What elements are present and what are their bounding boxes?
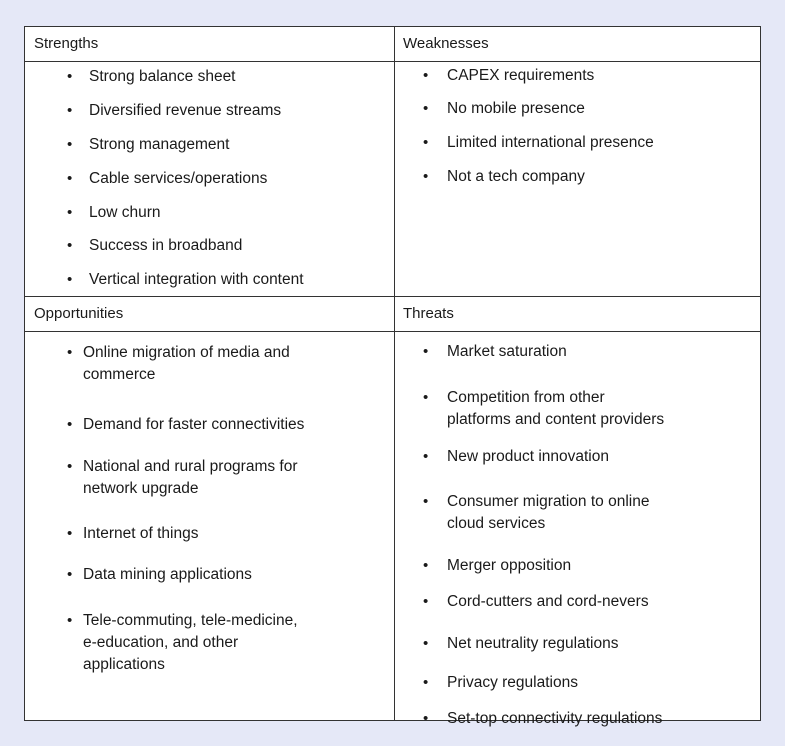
- weaknesses-heading: Weaknesses: [403, 35, 489, 52]
- threats-item-text: Merger opposition: [447, 557, 572, 574]
- bullet-icon: •: [423, 343, 429, 360]
- bullet-icon: •: [67, 344, 73, 361]
- strengths-list: [67, 66, 387, 291]
- opportunities-item: [67, 564, 387, 586]
- weaknesses-item: [423, 132, 753, 154]
- strengths-item-text: Strong management: [89, 136, 230, 153]
- threats-item: [423, 446, 753, 468]
- threats-item: [423, 491, 753, 535]
- weaknesses-item: [423, 98, 753, 120]
- threats-item-text: Net neutrality regulations: [447, 635, 619, 652]
- threats-item-text: Consumer migration to online cloud services: [447, 493, 650, 532]
- bullet-icon: •: [67, 612, 73, 629]
- bullet-icon: •: [423, 448, 429, 465]
- opportunities-item-text: Data mining applications: [83, 566, 252, 583]
- weaknesses-item: [423, 65, 753, 87]
- strengths-item-text: Low churn: [89, 204, 161, 221]
- strengths-item: [67, 235, 387, 257]
- opportunities-item: [67, 610, 387, 676]
- threats-list: [423, 341, 753, 727]
- strengths-item: [67, 66, 387, 88]
- column-divider: [394, 27, 395, 720]
- weaknesses-item: [423, 166, 753, 188]
- threats-item: [423, 387, 753, 431]
- threats-item-text: Market saturation: [447, 343, 567, 360]
- bullet-icon: •: [423, 710, 429, 727]
- strengths-item: [67, 202, 387, 224]
- strengths-item: [67, 269, 387, 291]
- strengths-item: [67, 168, 387, 190]
- strengths-item-text: Cable services/operations: [89, 170, 268, 187]
- bullet-icon: •: [423, 557, 429, 574]
- bullet-icon: •: [67, 237, 73, 254]
- swot-table: [24, 26, 761, 727]
- bullet-icon: •: [67, 102, 73, 119]
- opportunities-item: [67, 342, 387, 386]
- threats-item-text: Competition from other platforms and content providers: [447, 389, 665, 428]
- threats-item-text: Cord-cutters and cord-nevers: [447, 593, 649, 610]
- bullet-icon: •: [67, 204, 73, 221]
- threats-item: [423, 341, 753, 363]
- threats-item-text: Privacy regulations: [447, 674, 578, 691]
- bullet-icon: •: [423, 493, 429, 510]
- opportunities-list: [67, 342, 387, 712]
- threats-item-text: Set-top connectivity regulations: [447, 710, 663, 727]
- opportunities-item: [67, 414, 387, 436]
- row-divider-strengths-header: [25, 61, 760, 62]
- weaknesses-item-text: Limited international presence: [447, 134, 654, 151]
- threats-item: [423, 555, 753, 577]
- strengths-item-text: Strong balance sheet: [89, 68, 236, 85]
- bullet-icon: •: [67, 458, 73, 475]
- bullet-icon: •: [423, 674, 429, 691]
- opportunities-item-text: Demand for faster connectivities: [83, 416, 305, 433]
- bullet-icon: •: [423, 635, 429, 652]
- bullet-icon: •: [67, 271, 73, 288]
- strengths-item-text: Diversified revenue streams: [89, 102, 282, 119]
- row-divider-opportunities-header: [25, 331, 760, 332]
- threats-heading: Threats: [403, 305, 454, 322]
- opportunities-item-text: Internet of things: [83, 525, 199, 542]
- strengths-item-text: Success in broadband: [89, 237, 243, 254]
- bullet-icon: •: [423, 389, 429, 406]
- opportunities-item: [67, 523, 387, 545]
- weaknesses-item-text: CAPEX requirements: [447, 67, 595, 84]
- strengths-heading: Strengths: [34, 35, 99, 52]
- strengths-item: [67, 134, 387, 156]
- threats-item: [423, 591, 753, 613]
- threats-item-text: New product innovation: [447, 448, 609, 465]
- bullet-icon: •: [67, 566, 73, 583]
- threats-item: [423, 633, 753, 655]
- bullet-icon: •: [67, 416, 73, 433]
- threats-item: [423, 672, 753, 694]
- bullet-icon: •: [423, 593, 429, 610]
- opportunities-heading: Opportunities: [34, 305, 124, 322]
- opportunities-item-text: Tele-commuting, tele-medicine, e-education, and other applications: [83, 612, 298, 673]
- strengths-item-text: Vertical integration with content: [89, 271, 304, 288]
- bullet-icon: •: [423, 67, 429, 84]
- bullet-icon: •: [423, 134, 429, 151]
- opportunities-item-text: National and rural programs for network upgrade: [83, 458, 298, 497]
- opportunities-item: [67, 456, 387, 500]
- row-divider-middle: [25, 296, 760, 297]
- bullet-icon: •: [423, 100, 429, 117]
- bullet-icon: •: [67, 525, 73, 542]
- weaknesses-list: [423, 65, 753, 290]
- weaknesses-item-text: Not a tech company: [447, 168, 585, 185]
- bullet-icon: •: [67, 136, 73, 153]
- bullet-icon: •: [423, 168, 429, 185]
- weaknesses-item-text: No mobile presence: [447, 100, 585, 117]
- threats-item: [423, 708, 753, 730]
- opportunities-item-text: Online migration of media and commerce: [83, 344, 290, 383]
- strengths-item: [67, 100, 387, 122]
- bullet-icon: •: [67, 68, 73, 85]
- bullet-icon: •: [67, 170, 73, 187]
